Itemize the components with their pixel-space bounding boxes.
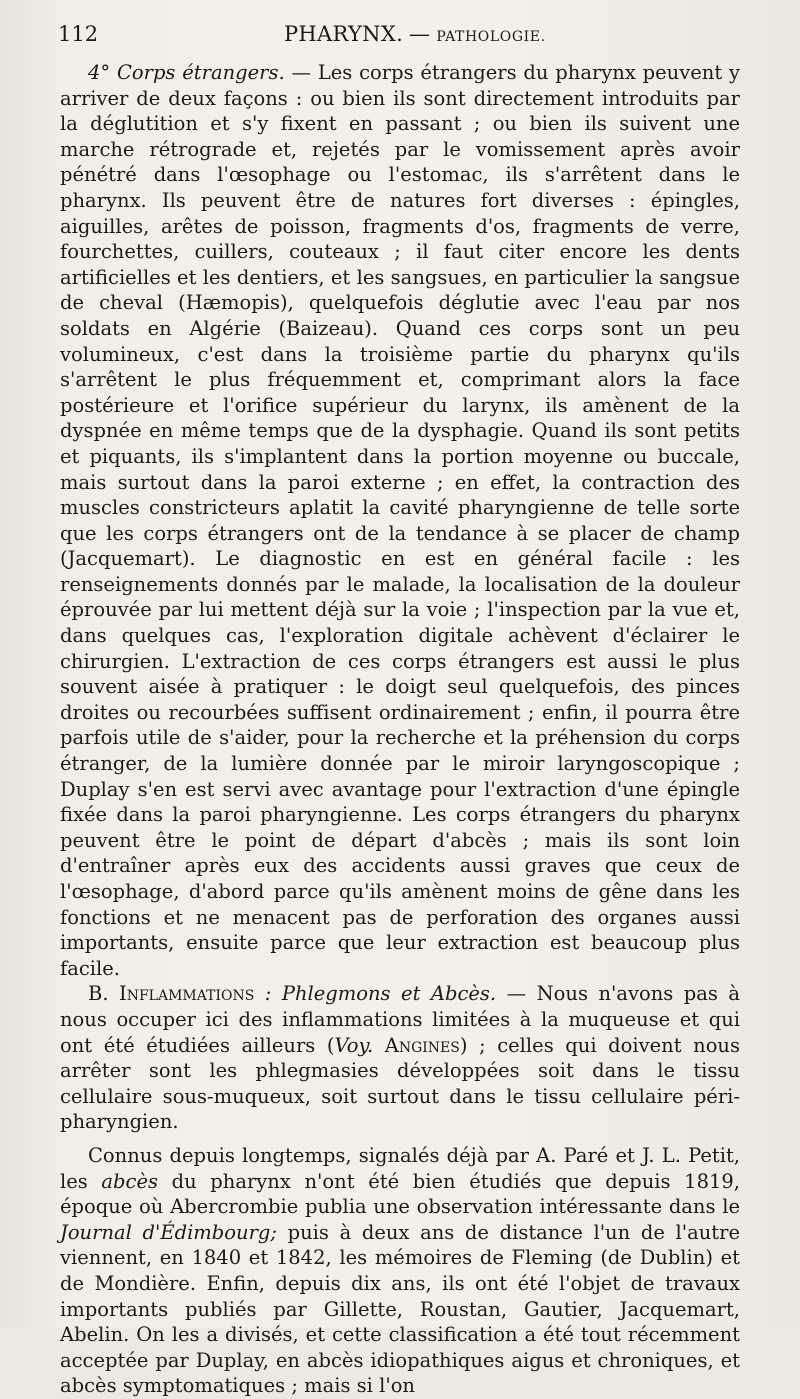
paragraph-text: Les corps étrangers du pharynx peuvent y arriver de deux façons : ou bien ils sont directement introduits par la déglutition et s'y fixent en passant ; ou bien ils suivent une marche rétrograde et, rejetés par le vomissement après avoir pénétré dans l'œsophage ou l'estomac, ils s'arrêtent dans le pharynx. Ils peuvent être de natures fort diverses : épingles, aiguilles, arêtes de poisson, fragments d'os, fragments de verre, fourchettes, cuillers, couteaux ; il faut citer encore les dents artificielles et les dentiers, et les sangsues, en particulier la sangsue de cheval (Hæmopis), quelquefois déglutie avec l'eau par nos soldats en Algérie (Baizeau). Quand ces corps sont un peu volumineux, c'est dans la troisième partie du pharynx qu'ils s'arrêtent le plus fréquemment et, comprimant alors la face postérieure et l'orifice supérieur du larynx, ils amènent de la dyspnée en même temps que de la dysphagie. Quand ils sont petits et piquants, ils s'implantent dans la portion moyenne ou buccale, mais surtout dans la paroi externe ; en effet, la contraction des muscles constricteurs aplatit la cavité pharyngienne de telle sorte que les corps étrangers ont de la tendance à se placer de champ (Jacquemart). Le diagnostic en est en général facile : les renseignements donnés par le malade, la localisation de la douleur éprouvée par lui mettent déjà sur la voie ; l'inspection par la vue et, dans quelques cas, l'exploration digitale achèvent d'éclairer le chirurgien. L'extraction de ces corps étrangers est aussi le plus souvent aisée à pratiquer : le doigt seul quelquefois, des pinces droites ou recourbées suffisent ordinairement ; enfin, il pourra être parfois utile de s'aider, pour la recherche et la préhension du corps étranger, de la lumière donnée par le miroir laryngoscopique ; Duplay s'en est servi avec avantage pour l'extraction d'une épingle fixée dans la paroi pharyngienne. Les corps étrangers du pharynx peuvent être le point de départ d'abcès ; mais ils sont loin d'entraîner après eux des accidents aussi graves que ceux de l'œsophage, d'abord parce qu'ils amènent moins de gêne dans les fonctions et ne menacent pas de perforation des organes aussi importants, ensuite parce que leur extraction est beaucoup plus facile. — [60, 61, 741, 980]
paragraph-text: Connus depuis longtemps, signalés déjà par A. Paré et J. L. Petit, les — [60, 1143, 740, 1193]
paragraph-text: puis à deux ans de distance l'un de l'autre viennent, en 1840 et 1842, les mémoires de Fleming (de Dublin) et de Mondière. Enfin, depuis dix ans, ils ont été l'objet de travaux importants publiés par Gillette, Roustan, Gautier, Jacquemart, Abelin. On les a divisés, et cette classification a été tout récemment acceptée par Duplay, en abcès idiopathiques aigus et chroniques, et abcès symptomatiques ; mais si l'on — [60, 1220, 740, 1398]
journal-title: Journal d'Édimbourg; — [60, 1220, 277, 1244]
emphasis-abces: abcès — [101, 1169, 158, 1193]
section-subheading: : Phlegmons et Abcès. — [264, 982, 497, 1006]
running-title — [284, 22, 546, 46]
paragraph-foreign-bodies — [60, 60, 740, 981]
section-label: B. — [88, 982, 109, 1006]
cross-reference-angines: Angines — [384, 1033, 460, 1057]
chapter-title: PHARYNX. — [284, 22, 404, 46]
section-heading-inflammations: Inflammations — [119, 982, 255, 1006]
paragraph-history — [60, 1143, 740, 1399]
body-text — [60, 60, 740, 1399]
heading-dash: — — [506, 982, 527, 1006]
paragraph-text: ) ; celles qui doivent nous arrêter sont les phlegmasies développées soit dans le tissu cellulaire sous-muqueux, soit surtout dans le tissu cellulaire péri-pharyngien. — [60, 1033, 740, 1134]
title-dash: — — [409, 22, 431, 46]
section-heading-foreign-bodies: 4° Corps étrangers. — [88, 61, 285, 84]
cross-reference-voy: Voy. — [334, 1033, 374, 1057]
running-header — [58, 22, 740, 52]
heading-dash: — — [291, 61, 311, 84]
paragraph-inflammations — [60, 981, 740, 1135]
paragraph-text: Nous n'avons pas à nous occuper ici des inflammations limitées à la muqueuse et qui ont été étudiées ailleurs ( — [60, 982, 741, 1057]
chapter-subtitle: PATHOLOGIE. — [436, 29, 546, 45]
paragraph-text: du pharynx n'ont été bien étudiés que depuis 1819, époque où Abercrombie publia une observation intéressante dans le — [60, 1169, 741, 1219]
page-number: 112 — [58, 22, 99, 46]
